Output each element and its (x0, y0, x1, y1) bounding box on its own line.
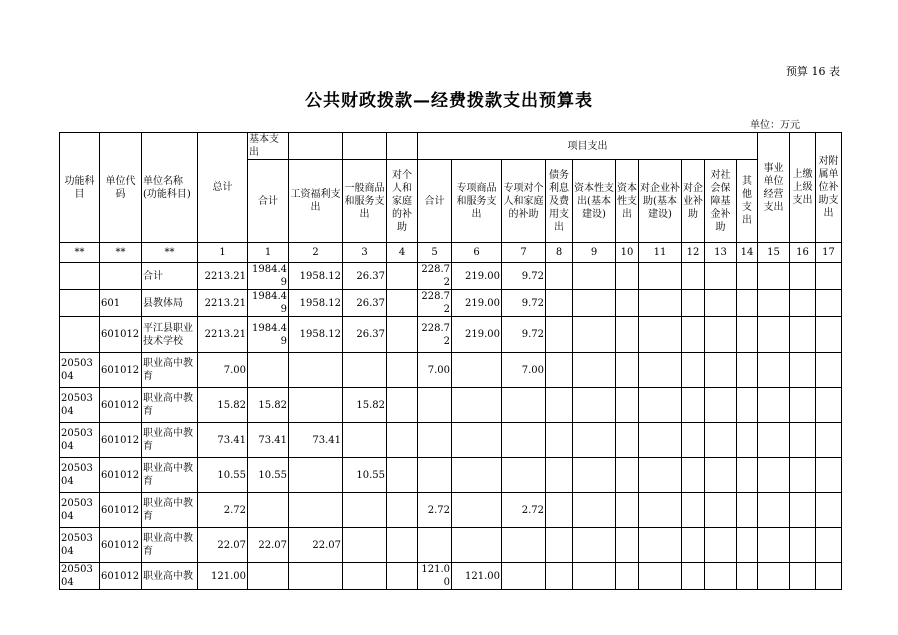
func-code-cell: 2050304 (60, 493, 100, 528)
goods-cell: 26.37 (343, 263, 387, 290)
goods-cell: 26.37 (343, 317, 387, 353)
goods-cell: 15.82 (343, 388, 387, 423)
budget-table (59, 132, 842, 590)
index-cell: ** (60, 243, 100, 263)
empty-cell (682, 353, 705, 388)
unit-code-cell: 601012 (100, 528, 142, 563)
proj-personal-cell: 9.72 (502, 317, 546, 353)
empty-cell (546, 290, 573, 317)
goods-cell (343, 528, 387, 563)
empty-cell (790, 353, 816, 388)
empty-cell (682, 528, 705, 563)
empty-cell (816, 458, 842, 493)
index-cell: 1 (198, 243, 248, 263)
empty-cell (816, 317, 842, 353)
empty-cell (573, 290, 616, 317)
table-row (60, 493, 842, 528)
index-cell: 9 (573, 243, 616, 263)
table-row (60, 263, 842, 290)
empty-cell (737, 290, 758, 317)
unit-name-cell: 职业高中教育 (142, 388, 198, 423)
wage-cell (289, 388, 343, 423)
empty-cell (737, 263, 758, 290)
index-cell: 7 (502, 243, 546, 263)
func-code-cell: 2050304 (60, 458, 100, 493)
unit-label: 单位：万元 (750, 120, 800, 131)
wage-cell: 1958.12 (289, 290, 343, 317)
empty-cell (705, 423, 737, 458)
empty-cell (616, 317, 639, 353)
proj-goods-cell (452, 388, 502, 423)
empty-cell (737, 458, 758, 493)
index-cell: 11 (639, 243, 682, 263)
basic-total-cell (248, 493, 289, 528)
unit-code-cell (100, 263, 142, 290)
empty-cell (639, 458, 682, 493)
goods-cell: 10.55 (343, 458, 387, 493)
empty-cell (682, 458, 705, 493)
header-business: 事业单位经营支出 (758, 133, 790, 243)
personal-cell (387, 563, 418, 590)
empty-cell (816, 263, 842, 290)
header-enterprise: 对企业补助 (682, 160, 705, 243)
proj-personal-cell (502, 388, 546, 423)
empty-cell (682, 423, 705, 458)
index-cell: 15 (758, 243, 790, 263)
goods-cell (343, 563, 387, 590)
proj-personal-cell: 2.72 (502, 493, 546, 528)
empty-cell (758, 528, 790, 563)
empty-cell (758, 290, 790, 317)
func-code-cell: 2050304 (60, 353, 100, 388)
empty-cell (758, 317, 790, 353)
total-cell: 121.00 (198, 563, 248, 590)
basic-total-cell (248, 353, 289, 388)
empty-cell (705, 263, 737, 290)
empty-cell (705, 528, 737, 563)
empty-cell (737, 493, 758, 528)
empty-cell (573, 563, 616, 590)
empty-cell (705, 458, 737, 493)
proj-goods-cell: 219.00 (452, 317, 502, 353)
index-cell: 17 (816, 243, 842, 263)
index-cell: ** (142, 243, 198, 263)
table-row (60, 563, 842, 590)
empty-cell (737, 423, 758, 458)
personal-cell (387, 353, 418, 388)
empty-cell (737, 317, 758, 353)
header-upper: 上缴上级支出 (790, 133, 816, 243)
proj-personal-cell: 9.72 (502, 290, 546, 317)
basic-total-cell: 10.55 (248, 458, 289, 493)
proj-total-cell (418, 388, 452, 423)
func-code-cell (60, 263, 100, 290)
empty-cell (616, 353, 639, 388)
empty-cell (682, 317, 705, 353)
unit-code-cell: 601 (100, 290, 142, 317)
header-enterprise-basic: 对企业补助(基本建设) (639, 160, 682, 243)
basic-total-cell: 73.41 (248, 423, 289, 458)
proj-personal-cell: 7.00 (502, 353, 546, 388)
header-personal: 对个人和家庭的补助 (387, 160, 418, 243)
empty-cell (705, 493, 737, 528)
empty-cell (790, 263, 816, 290)
table-body (60, 243, 842, 590)
table-row (60, 353, 842, 388)
basic-total-cell: 1984.49 (248, 317, 289, 353)
empty-cell (616, 263, 639, 290)
total-cell: 2213.21 (198, 263, 248, 290)
index-row (60, 243, 842, 263)
empty-cell (758, 423, 790, 458)
empty-cell (546, 528, 573, 563)
proj-total-cell: 2.72 (418, 493, 452, 528)
wage-cell: 1958.12 (289, 263, 343, 290)
empty-cell (546, 493, 573, 528)
empty-cell (616, 290, 639, 317)
func-code-cell: 2050304 (60, 423, 100, 458)
empty-cell (737, 388, 758, 423)
total-cell: 2213.21 (198, 317, 248, 353)
index-cell: 12 (682, 243, 705, 263)
empty-cell (546, 317, 573, 353)
index-cell: 8 (546, 243, 573, 263)
empty-cell (573, 458, 616, 493)
index-cell: 1 (248, 243, 289, 263)
personal-cell (387, 263, 418, 290)
empty-cell (758, 563, 790, 590)
unit-name-cell: 职业高中教育 (142, 528, 198, 563)
index-cell: 16 (790, 243, 816, 263)
proj-total-cell (418, 458, 452, 493)
basic-total-cell: 15.82 (248, 388, 289, 423)
basic-total-cell: 1984.49 (248, 263, 289, 290)
empty-cell (616, 528, 639, 563)
empty-cell (705, 317, 737, 353)
unit-name-cell: 职业高中教 (142, 563, 198, 590)
index-cell: 4 (387, 243, 418, 263)
proj-total-cell: 228.72 (418, 263, 452, 290)
empty-cell (758, 388, 790, 423)
empty-cell (790, 317, 816, 353)
header-basic-total: 合计 (248, 160, 289, 243)
proj-total-cell (418, 423, 452, 458)
unit-name-cell: 职业高中教育 (142, 458, 198, 493)
unit-name-cell: 职业高中教育 (142, 423, 198, 458)
proj-goods-cell (452, 423, 502, 458)
total-cell: 7.00 (198, 353, 248, 388)
index-cell: 5 (418, 243, 452, 263)
basic-total-cell (248, 563, 289, 590)
empty-cell (546, 563, 573, 590)
header-capital-basic: 资本性支出(基本建设) (573, 160, 616, 243)
wage-cell (289, 563, 343, 590)
empty-cell (816, 388, 842, 423)
table-row (60, 528, 842, 563)
personal-cell (387, 388, 418, 423)
empty-cell (639, 263, 682, 290)
index-cell: 14 (737, 243, 758, 263)
empty-cell (705, 290, 737, 317)
unit-code-cell: 601012 (100, 317, 142, 353)
empty-cell (639, 528, 682, 563)
empty-cell (737, 528, 758, 563)
header-other: 其他支出 (737, 160, 758, 243)
empty-cell (790, 388, 816, 423)
empty-cell (816, 493, 842, 528)
empty-cell (682, 493, 705, 528)
goods-cell (343, 423, 387, 458)
total-cell: 2213.21 (198, 290, 248, 317)
header-debt: 债务利息及费用支出 (546, 160, 573, 243)
empty-cell (616, 493, 639, 528)
header-proj-goods: 专项商品和服务支出 (452, 160, 502, 243)
unit-name-cell: 平江县职业技术学校 (142, 317, 198, 353)
func-code-cell: 2050304 (60, 528, 100, 563)
empty-cell (639, 317, 682, 353)
empty-cell (758, 263, 790, 290)
total-cell: 22.07 (198, 528, 248, 563)
empty-cell (790, 563, 816, 590)
personal-cell (387, 528, 418, 563)
empty-cell (682, 263, 705, 290)
empty-cell (816, 528, 842, 563)
proj-personal-cell (502, 458, 546, 493)
empty-cell (546, 423, 573, 458)
unit-code-cell: 601012 (100, 458, 142, 493)
empty-cell (682, 290, 705, 317)
empty-cell (758, 458, 790, 493)
index-cell: ** (100, 243, 142, 263)
empty-cell (682, 388, 705, 423)
header-goods: 一般商品和服务支出 (343, 160, 387, 243)
func-code-cell: 2050304 (60, 388, 100, 423)
goods-cell (343, 493, 387, 528)
proj-goods-cell (452, 458, 502, 493)
empty-cell (758, 353, 790, 388)
empty-cell (573, 528, 616, 563)
func-code-cell (60, 317, 100, 353)
header-total: 总计 (198, 133, 248, 243)
unit-code-cell: 601012 (100, 493, 142, 528)
index-cell: 6 (452, 243, 502, 263)
empty-cell (616, 563, 639, 590)
unit-name-cell: 职业高中教育 (142, 493, 198, 528)
empty-cell (737, 353, 758, 388)
proj-total-cell: 228.72 (418, 317, 452, 353)
table-row (60, 423, 842, 458)
func-code-cell: 2050304 (60, 563, 100, 590)
unit-name-cell: 县教体局 (142, 290, 198, 317)
proj-total-cell: 7.00 (418, 353, 452, 388)
empty-cell (639, 353, 682, 388)
goods-cell: 26.37 (343, 290, 387, 317)
empty-cell (573, 388, 616, 423)
unit-code-cell: 601012 (100, 353, 142, 388)
index-cell: 2 (289, 243, 343, 263)
header-unit-code: 单位代码 (100, 133, 142, 243)
total-cell: 10.55 (198, 458, 248, 493)
proj-personal-cell: 9.72 (502, 263, 546, 290)
wage-cell (289, 353, 343, 388)
empty-cell (546, 353, 573, 388)
empty-cell (546, 388, 573, 423)
header-func-code: 功能科目 (60, 133, 100, 243)
header-unit-name: 单位名称(功能科目) (142, 133, 198, 243)
proj-goods-cell: 121.00 (452, 563, 502, 590)
header-wage: 工资福利支出 (289, 160, 343, 243)
proj-goods-cell (452, 493, 502, 528)
empty-cell (790, 458, 816, 493)
header-subsidiary: 对附属单位补助支出 (816, 133, 842, 243)
empty-cell (705, 388, 737, 423)
unit-code-cell: 601012 (100, 423, 142, 458)
unit-code-cell: 601012 (100, 388, 142, 423)
total-cell: 15.82 (198, 388, 248, 423)
empty-cell (639, 423, 682, 458)
header-social: 对社会保障基金补助 (705, 160, 737, 243)
empty-cell (573, 353, 616, 388)
empty-cell (790, 423, 816, 458)
header-project: 项目支出 (418, 133, 758, 160)
empty-cell (546, 458, 573, 493)
empty-cell (790, 493, 816, 528)
proj-total-cell: 228.72 (418, 290, 452, 317)
empty-cell (758, 493, 790, 528)
header-proj-total: 合计 (418, 160, 452, 243)
proj-goods-cell (452, 353, 502, 388)
table-row (60, 290, 842, 317)
goods-cell (343, 353, 387, 388)
proj-personal-cell (502, 423, 546, 458)
empty-cell (616, 423, 639, 458)
unit-code-cell: 601012 (100, 563, 142, 590)
header-proj-personal: 专项对个人和家庭的补助 (502, 160, 546, 243)
personal-cell (387, 290, 418, 317)
empty-cell (639, 290, 682, 317)
empty-cell (573, 263, 616, 290)
empty-cell (705, 563, 737, 590)
proj-goods-cell (452, 528, 502, 563)
page-label: 预算 16 表 (786, 65, 840, 78)
empty-cell (737, 563, 758, 590)
index-cell: 10 (616, 243, 639, 263)
empty-cell (573, 317, 616, 353)
empty-cell (639, 388, 682, 423)
empty-cell (790, 290, 816, 317)
wage-cell: 22.07 (289, 528, 343, 563)
empty-cell (816, 290, 842, 317)
empty-cell (682, 563, 705, 590)
total-cell: 2.72 (198, 493, 248, 528)
empty-cell (616, 388, 639, 423)
proj-personal-cell (502, 528, 546, 563)
empty-cell (816, 563, 842, 590)
empty-cell (639, 563, 682, 590)
personal-cell (387, 423, 418, 458)
index-cell: 13 (705, 243, 737, 263)
wage-cell (289, 493, 343, 528)
unit-name-cell: 职业高中教育 (142, 353, 198, 388)
header-basic: 基本支出 (248, 133, 289, 160)
wage-cell (289, 458, 343, 493)
index-cell: 3 (343, 243, 387, 263)
proj-goods-cell: 219.00 (452, 263, 502, 290)
empty-cell (573, 423, 616, 458)
empty-cell (790, 528, 816, 563)
table-row (60, 317, 842, 353)
empty-cell (639, 493, 682, 528)
proj-goods-cell: 219.00 (452, 290, 502, 317)
empty-cell (616, 458, 639, 493)
basic-total-cell: 22.07 (248, 528, 289, 563)
func-code-cell (60, 290, 100, 317)
proj-personal-cell (502, 563, 546, 590)
header-capital: 资本性支出 (616, 160, 639, 243)
proj-total-cell (418, 528, 452, 563)
page-title: 公共财政拨款—经费拨款支出预算表 (305, 91, 593, 111)
wage-cell: 73.41 (289, 423, 343, 458)
empty-cell (705, 353, 737, 388)
personal-cell (387, 317, 418, 353)
empty-cell (816, 353, 842, 388)
empty-cell (546, 263, 573, 290)
proj-total-cell: 121.00 (418, 563, 452, 590)
personal-cell (387, 458, 418, 493)
personal-cell (387, 493, 418, 528)
table-row (60, 388, 842, 423)
wage-cell: 1958.12 (289, 317, 343, 353)
empty-cell (816, 423, 842, 458)
table-row (60, 458, 842, 493)
empty-cell (573, 493, 616, 528)
basic-total-cell: 1984.49 (248, 290, 289, 317)
unit-name-cell: 合计 (142, 263, 198, 290)
total-cell: 73.41 (198, 423, 248, 458)
